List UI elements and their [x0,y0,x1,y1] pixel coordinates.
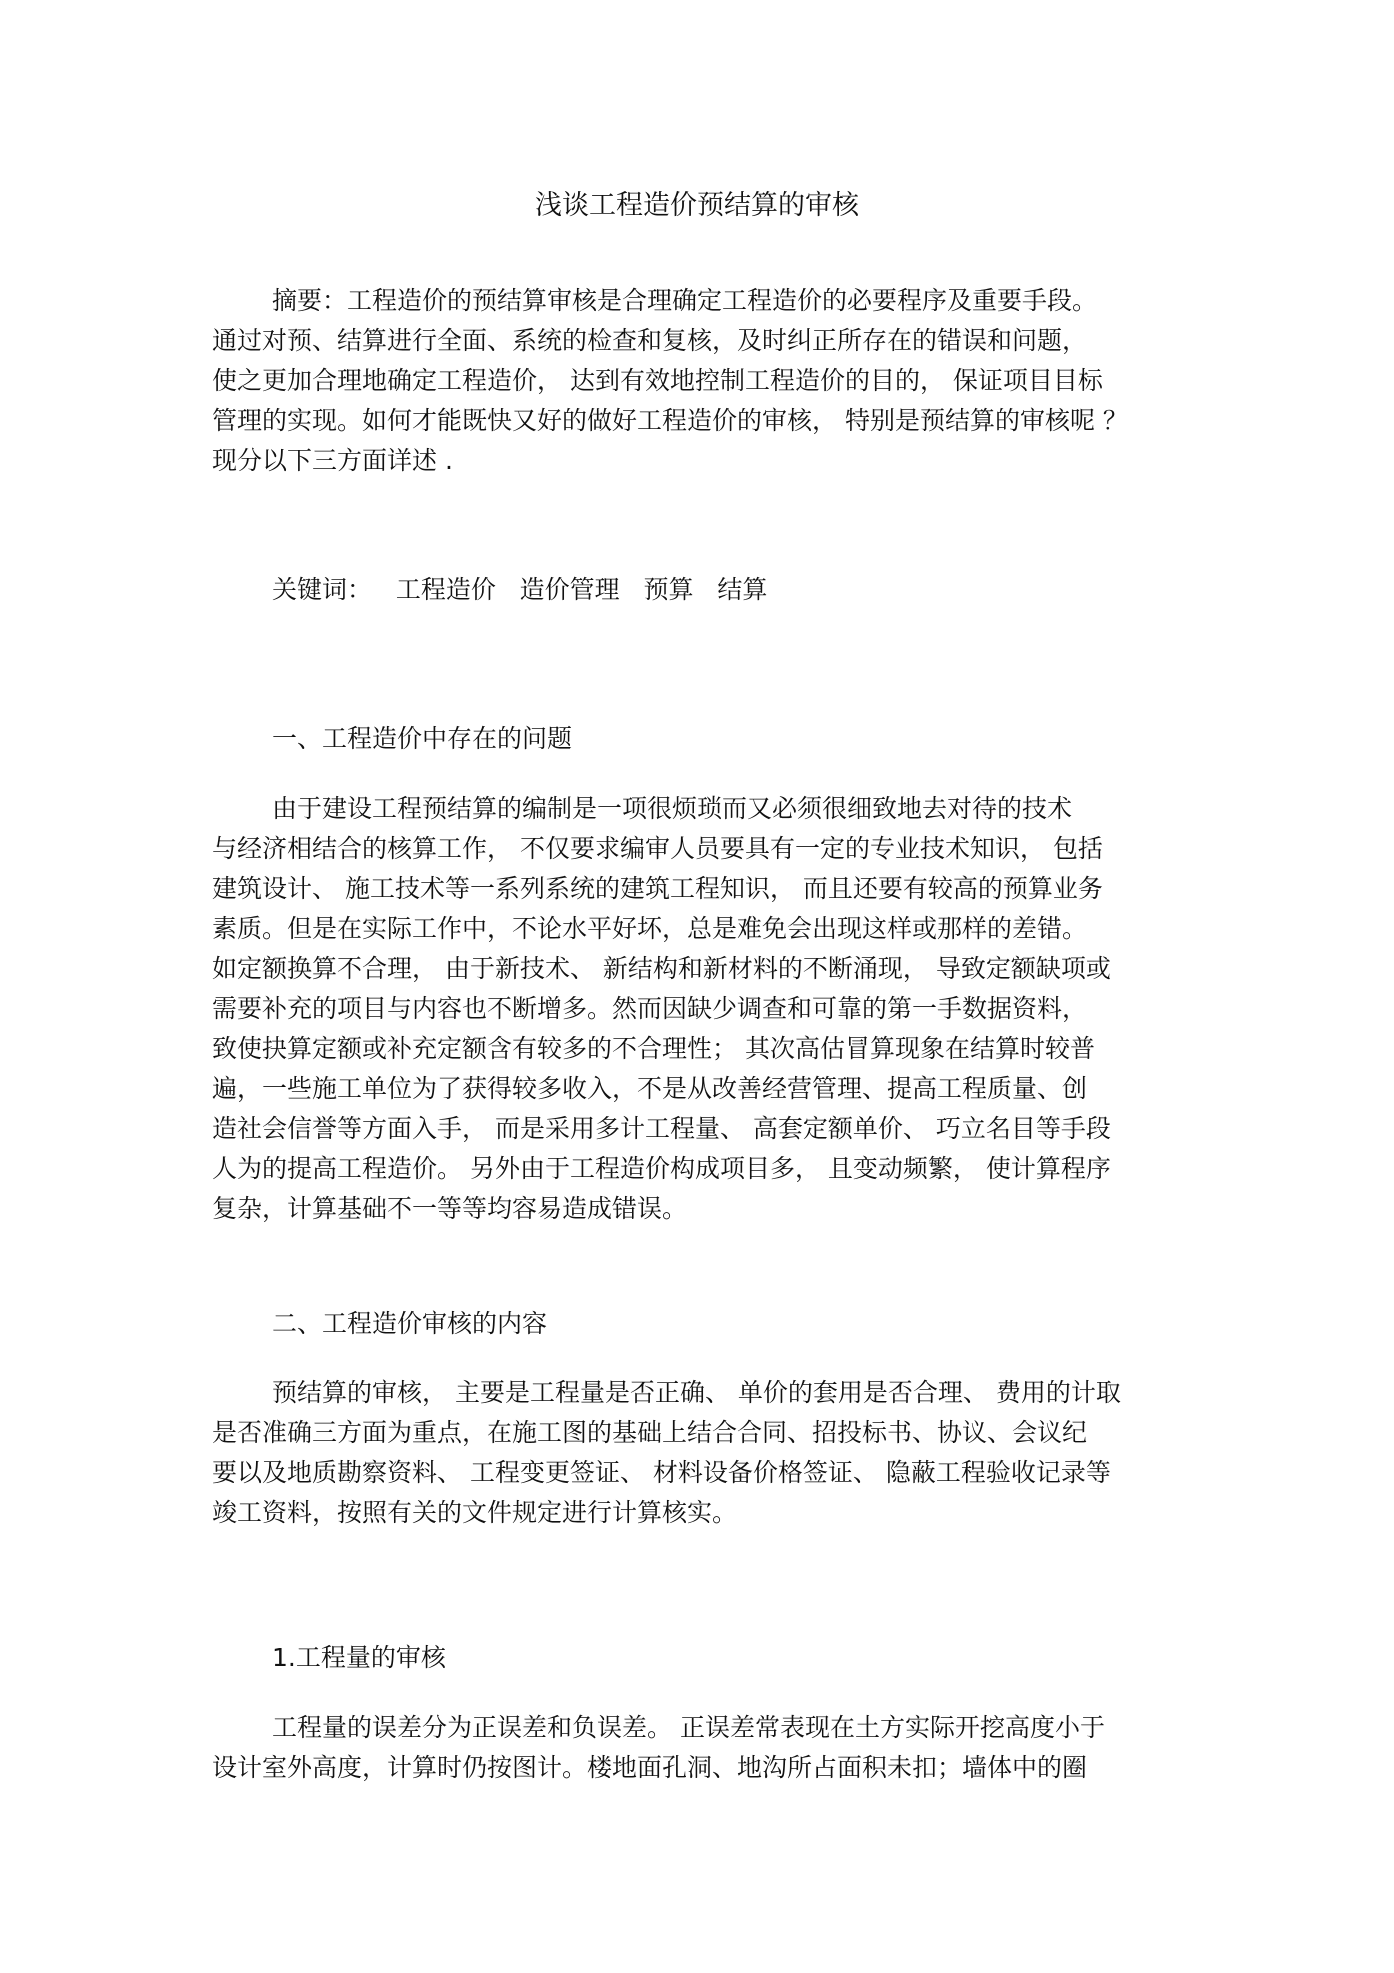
section-heading: 1.工程量的审核 [272,1643,446,1672]
paragraph-line: 工程量的误差分为正误差和负误差。 正误差常表现在土方实际开挖高度小于 [272,1713,1105,1742]
paragraph-line: 遍，一些施工单位为了获得较多收入，不是从改善经营管理、提高工程质量、创 [212,1074,1088,1103]
paragraph-line: 由于建设工程预结算的编制是一项很烦琐而又必须很细致地去对待的技术 [272,794,1073,823]
abstract-line: 管理的实现。如何才能既快又好的做好工程造价的审核， 特别是预结算的审核呢 ？ [212,406,1128,435]
paragraph-line: 建筑设计、 施工技术等一系列系统的建筑工程知识， 而且还要有较高的预算业务 [212,874,1103,903]
paragraph-line: 致使抉算定额或补充定额含有较多的不合理性； 其次高估冒算现象在结算时较普 [212,1034,1095,1063]
paragraph-line: 要以及地质勘察资料、 工程变更签证、 材料设备价格签证、 隐蔽工程验收记录等 [212,1458,1111,1487]
paragraph-line: 设计室外高度，计算时仍按图计。楼地面孔洞、地沟所占面积未扣；墙体中的圈 [212,1753,1088,1782]
keywords-line [212,570,1192,610]
document-title: 浅谈工程造价预结算的审核 [535,190,859,221]
abstract-line: 使之更加合理地确定工程造价， 达到有效地控制工程造价的目的， 保证项目目标 [212,366,1103,395]
paragraph-line: 竣工资料，按照有关的文件规定进行计算核实。 [212,1498,738,1527]
paragraph-line: 与经济相结合的核算工作， 不仅要求编审人员要具有一定的专业技术知识， 包括 [212,834,1103,863]
abstract-line: 通过对预、结算进行全面、系统的检查和复核，及时纠正所存在的错误和问题， [212,326,1088,355]
section-heading: 二、工程造价审核的内容 [272,1309,548,1338]
paragraph-line: 需要补充的项目与内容也不断增多。然而因缺少调查和可靠的第一手数据资料， [212,994,1088,1023]
section-heading-problems [212,719,1192,759]
paragraph-line: 人为的提高工程造价。 另外由于工程造价构成项目多， 且变动频繁， 使计算程序 [212,1154,1111,1183]
section1-paragraph [212,789,1192,1229]
section3-paragraph [212,1708,1192,1788]
paragraph-line: 预结算的审核， 主要是工程量是否正确、 单价的套用是否合理、 费用的计取 [272,1378,1121,1407]
section-heading: 一、工程造价中存在的问题 [272,724,573,753]
abstract-paragraph [212,281,1192,481]
paragraph-line: 复杂，计算基础不一等等均容易造成错误。 [212,1194,688,1223]
section-heading-content [212,1304,1192,1344]
paragraph-line: 造社会信誉等方面入手， 而是采用多计工程量、 高套定额单价、 巧立名目等手段 [212,1114,1111,1143]
abstract-line: 摘要：工程造价的预结算审核是合理确定工程造价的必要程序及重要手段。 [272,286,1098,315]
section2-paragraph [212,1373,1192,1533]
section-heading-quantity [212,1638,1192,1678]
abstract-line: 现分以下三方面详述 . [212,446,453,475]
paragraph-line: 如定额换算不合理， 由于新技术、 新结构和新材料的不断涌现， 导致定额缺项或 [212,954,1111,983]
paragraph-line: 素质。但是在实际工作中，不论水平好坏，总是难免会出现这样或那样的差错。 [212,914,1088,943]
keywords-text: 关键词： 工程造价 造价管理 预算 结算 [272,575,768,604]
paragraph-line: 是否准确三方面为重点，在施工图的基础上结合合同、招投标书、协议、会议纪 [212,1418,1088,1447]
